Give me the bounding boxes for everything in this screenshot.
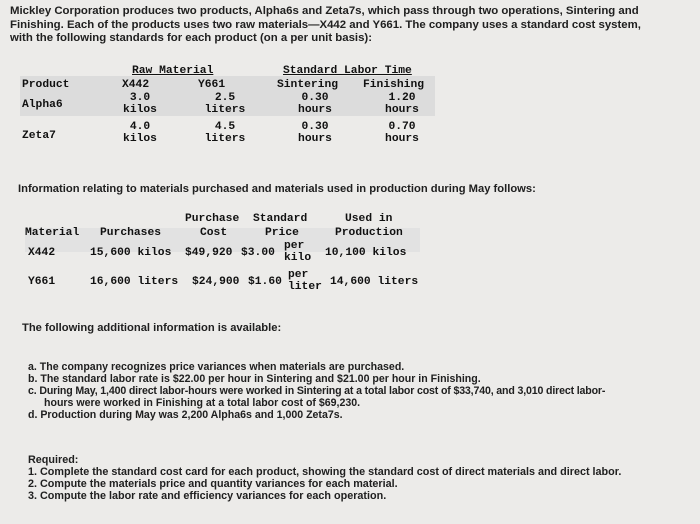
additional-item-c-line2: hours were worked in Finishing at a total labor cost of $69,230.: [44, 397, 361, 409]
x442-purchases: 15,600 kilos: [90, 247, 172, 259]
purchase-cost-header-1: Purchase: [185, 213, 240, 225]
purchases-column-header: Purchases: [100, 227, 162, 239]
zeta7-finishing-qty: 0.70: [388, 121, 416, 133]
y661-cost: $24,900: [192, 276, 240, 288]
purchases-table: [25, 212, 445, 302]
product-column-header: Product: [22, 79, 70, 91]
additional-item-c-line1: c. During May, 1,400 direct labor-hours were worked in Sintering at a total labor cost of $33,740, and 3,010 direct labor-: [28, 385, 606, 397]
x442-column-header: X442: [122, 79, 150, 91]
required-question-2: 2. Compute the materials price and quantity variances for each material.: [28, 478, 398, 490]
additional-item-d: d. Production during May was 2,200 Alpha6s and 1,000 Zeta7s.: [28, 409, 343, 421]
purchase-cost-header-2: Cost: [200, 227, 228, 239]
y661-per-unit: liter: [288, 281, 322, 293]
intro-line-3: with the following standards for each product (on a per unit basis):: [10, 32, 372, 45]
additional-intro: The following additional information is available:: [22, 322, 282, 334]
alpha6-x442-qty: 3.0: [129, 92, 151, 104]
standard-price-header-1: Standard: [253, 213, 308, 225]
required-question-3: 3. Compute the labor rate and efficiency variances for each operation.: [28, 490, 387, 502]
y661-per: per: [288, 269, 309, 281]
zeta7-finishing-unit: hours: [385, 133, 419, 145]
product-zeta7: Zeta7: [22, 130, 56, 142]
intro-line-1: Mickley Corporation produces two products, Alpha6s and Zeta7s, which pass through two operations, Sintering and: [10, 5, 639, 17]
alpha6-x442-unit: kilos: [123, 104, 157, 116]
standard-price-header-2: Price: [265, 227, 299, 239]
material-y661: Y661: [28, 276, 56, 288]
alpha6-finishing-unit: hours: [385, 104, 419, 116]
zeta7-y661-unit: liters: [204, 133, 246, 145]
intro-line-2: Finishing. Each of the products uses two raw materials—X442 and Y661. The company uses a standard cost system,: [10, 18, 641, 31]
y661-price: $1.60: [248, 276, 282, 288]
x442-price: $3.00: [241, 247, 275, 259]
standard-labor-time-header: Standard Labor Time: [283, 65, 412, 77]
zeta7-sintering-unit: hours: [298, 133, 332, 145]
used-in-header-1: Used in: [345, 213, 393, 225]
required-question-1: 1. Complete the standard cost card for each product, showing the standard cost of direct materials and direct labor.: [28, 466, 622, 478]
zeta7-x442-qty: 4.0: [129, 121, 151, 133]
raw-material-header: Raw Material: [132, 65, 214, 77]
problem-intro: [10, 5, 680, 46]
x442-per-unit: kilo: [284, 252, 312, 264]
standards-table: [20, 62, 435, 162]
y661-column-header: Y661: [198, 79, 226, 91]
additional-item-b: b. The standard labor rate is $22.00 per hour in Sintering and $21.00 per hour in Finishing.: [28, 373, 481, 385]
alpha6-sintering-qty: 0.30: [301, 92, 329, 104]
sintering-column-header: Sintering: [277, 79, 339, 91]
used-in-production-header-2: Production: [335, 227, 403, 239]
y661-purchases: 16,600 liters: [90, 276, 179, 288]
alpha6-y661-qty: 2.5: [214, 92, 236, 104]
x442-cost: $49,920: [185, 247, 233, 259]
x442-used: 10,100 kilos: [325, 247, 407, 259]
additional-item-a: a. The company recognizes price variances when materials are purchased.: [28, 361, 405, 373]
x442-per: per: [284, 240, 305, 252]
required-title: Required:: [28, 454, 79, 466]
y661-used: 14,600 liters: [330, 276, 419, 288]
materials-intro: Information relating to materials purchased and materials used in production during May follows:: [18, 183, 536, 195]
material-x442: X442: [28, 247, 56, 259]
zeta7-x442-unit: kilos: [123, 133, 157, 145]
alpha6-finishing-qty: 1.20: [388, 92, 416, 104]
material-column-header: Material: [25, 227, 80, 239]
zeta7-sintering-qty: 0.30: [301, 121, 329, 133]
alpha6-y661-unit: liters: [204, 104, 246, 116]
zeta7-y661-qty: 4.5: [214, 121, 236, 133]
product-alpha6: Alpha6: [22, 99, 63, 111]
alpha6-sintering-unit: hours: [298, 104, 332, 116]
finishing-column-header: Finishing: [363, 79, 425, 91]
